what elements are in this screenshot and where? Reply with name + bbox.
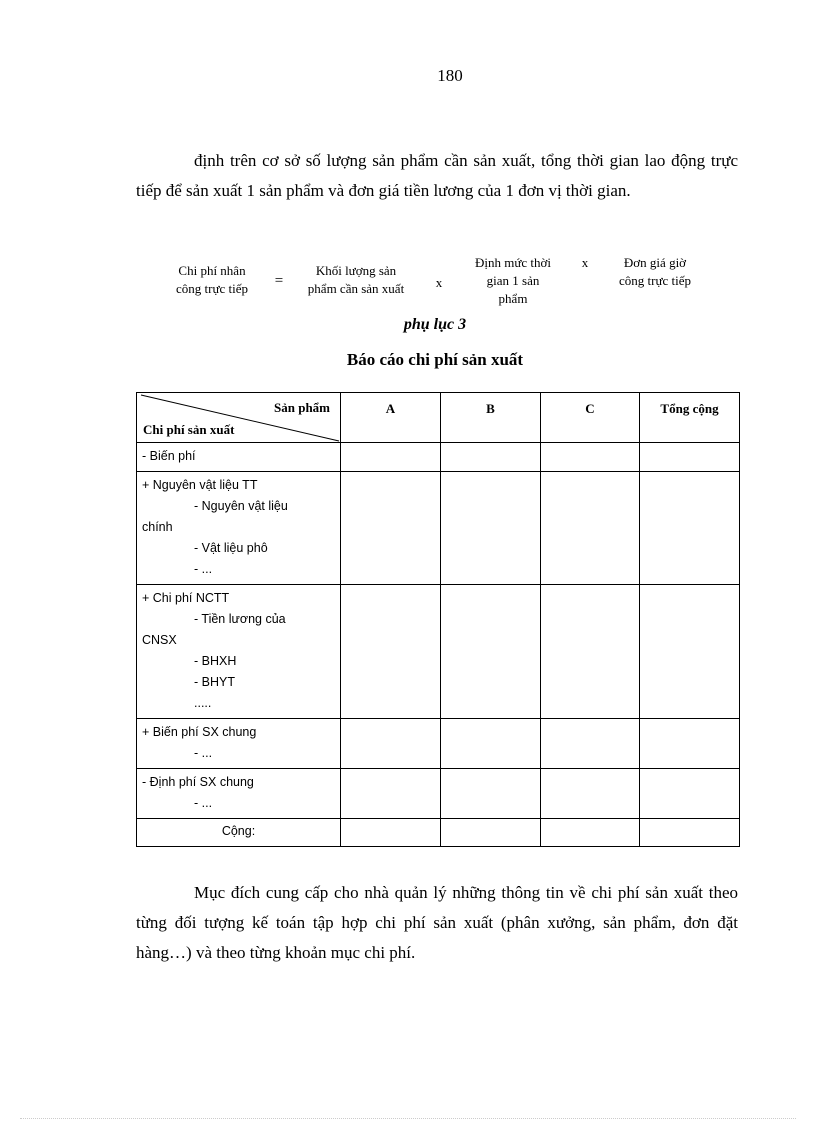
page-bottom-border <box>20 1118 796 1119</box>
cell <box>541 472 640 585</box>
cell <box>640 585 740 719</box>
row-label-variable-cost <box>137 443 341 472</box>
cell <box>341 769 441 819</box>
header-col-a: A <box>341 393 441 443</box>
row-label-direct-labor <box>137 585 341 719</box>
row-text: + Biến phí SX chung <box>142 725 257 739</box>
intro-paragraph <box>136 146 738 206</box>
page-number: 180 <box>437 66 463 85</box>
direct-labor-cost-formula <box>0 254 816 314</box>
closing-paragraph <box>136 878 738 968</box>
cell <box>541 719 640 769</box>
formula-term3-line1: Đơn giá giờ <box>623 255 687 270</box>
paragraph-indent <box>136 151 194 170</box>
cell <box>541 819 640 847</box>
header-product-label: Sản phẩm <box>274 400 330 415</box>
header-col-b: B <box>441 393 541 443</box>
cell <box>441 472 541 585</box>
cell <box>640 472 740 585</box>
row-text: - Nguyên vật liệu <box>194 499 288 513</box>
cell <box>341 443 441 472</box>
row-text: - BHYT <box>194 675 235 689</box>
header-col-c: C <box>541 393 640 443</box>
paragraph-indent <box>136 883 194 902</box>
formula-term-hourly-rate <box>600 254 710 290</box>
formula-term-time-norm <box>458 254 568 308</box>
cell <box>541 443 640 472</box>
cell <box>541 585 640 719</box>
table-total-row <box>137 819 740 847</box>
cell <box>441 769 541 819</box>
row-text: - ... <box>194 796 213 810</box>
formula-term-quantity <box>288 262 424 298</box>
header-col-total: Tổng cộng <box>640 393 740 443</box>
row-text: + Chi phí NCTT <box>142 591 230 605</box>
cell <box>640 443 740 472</box>
cell <box>640 819 740 847</box>
formula-term2-line1: Định mức thời <box>474 255 552 270</box>
row-text: - Định phí SX chung <box>142 775 254 789</box>
appendix-title: phụ lục 3 <box>403 316 467 333</box>
table-row <box>137 769 740 819</box>
cell <box>441 443 541 472</box>
formula-term1-line2: phẩm cần sản xuất <box>307 281 405 296</box>
closing-text: Mục đích cung cấp cho nhà quản lý những thông tin về chi phí sản xuất theo từng đối tượng kế toán tập hợp chi phí sản xuất (phân xưởng, sản phẩm, đơn đặt hàng…) và theo từng khoản mục chi phí. <box>136 883 738 962</box>
row-label-fixed-overhead <box>137 769 341 819</box>
formula-term2-line2: gian 1 sản <box>486 273 540 288</box>
table-row <box>137 719 740 769</box>
report-title: Báo cáo chi phí sản xuất <box>346 350 524 369</box>
header-cost-label: Chi phí sản xuất <box>143 422 235 437</box>
row-text: - ... <box>194 746 213 760</box>
row-text: - Tiền lương của <box>194 612 286 626</box>
formula-lhs <box>160 262 264 298</box>
cell <box>441 819 541 847</box>
production-cost-report-table <box>136 392 740 847</box>
row-text: chính <box>142 520 173 534</box>
formula-lhs-line2: công trực tiếp <box>175 281 249 296</box>
cell <box>341 819 441 847</box>
formula-term3-line2: công trực tiếp <box>618 273 692 288</box>
row-text: - ... <box>194 562 213 576</box>
cell <box>341 719 441 769</box>
row-label-total: Cộng: <box>137 819 341 847</box>
row-text: CNSX <box>142 633 177 647</box>
formula-equals: = <box>274 273 284 289</box>
row-label-variable-overhead <box>137 719 341 769</box>
row-text: - Vật liệu phô <box>194 541 268 555</box>
row-text: ..... <box>194 696 212 710</box>
formula-times-1: x <box>435 275 443 290</box>
formula-times-2: x <box>581 255 589 270</box>
table-row <box>137 443 740 472</box>
cell <box>341 585 441 719</box>
formula-lhs-line1: Chi phí nhân <box>178 263 246 278</box>
cell <box>441 585 541 719</box>
intro-text: định trên cơ sở số lượng sản phẩm cần sản xuất, tổng thời gian lao động trực tiếp để sản xuất 1 sản phẩm và đơn giá tiền lương của 1 đơn vị thời gian. <box>136 151 738 200</box>
table-row <box>137 472 740 585</box>
formula-term1-line1: Khối lượng sản <box>315 263 397 278</box>
table-row <box>137 585 740 719</box>
cell <box>640 769 740 819</box>
row-text: - Biến phí <box>142 449 196 463</box>
row-label-direct-materials <box>137 472 341 585</box>
cell <box>341 472 441 585</box>
header-corner-cell <box>137 393 341 443</box>
row-text: + Nguyên vật liệu TT <box>142 478 258 492</box>
cell <box>640 719 740 769</box>
row-text: - BHXH <box>194 654 237 668</box>
cell <box>541 769 640 819</box>
cell <box>441 719 541 769</box>
formula-term2-line3: phẩm <box>498 291 528 306</box>
table-header-row <box>137 393 740 443</box>
